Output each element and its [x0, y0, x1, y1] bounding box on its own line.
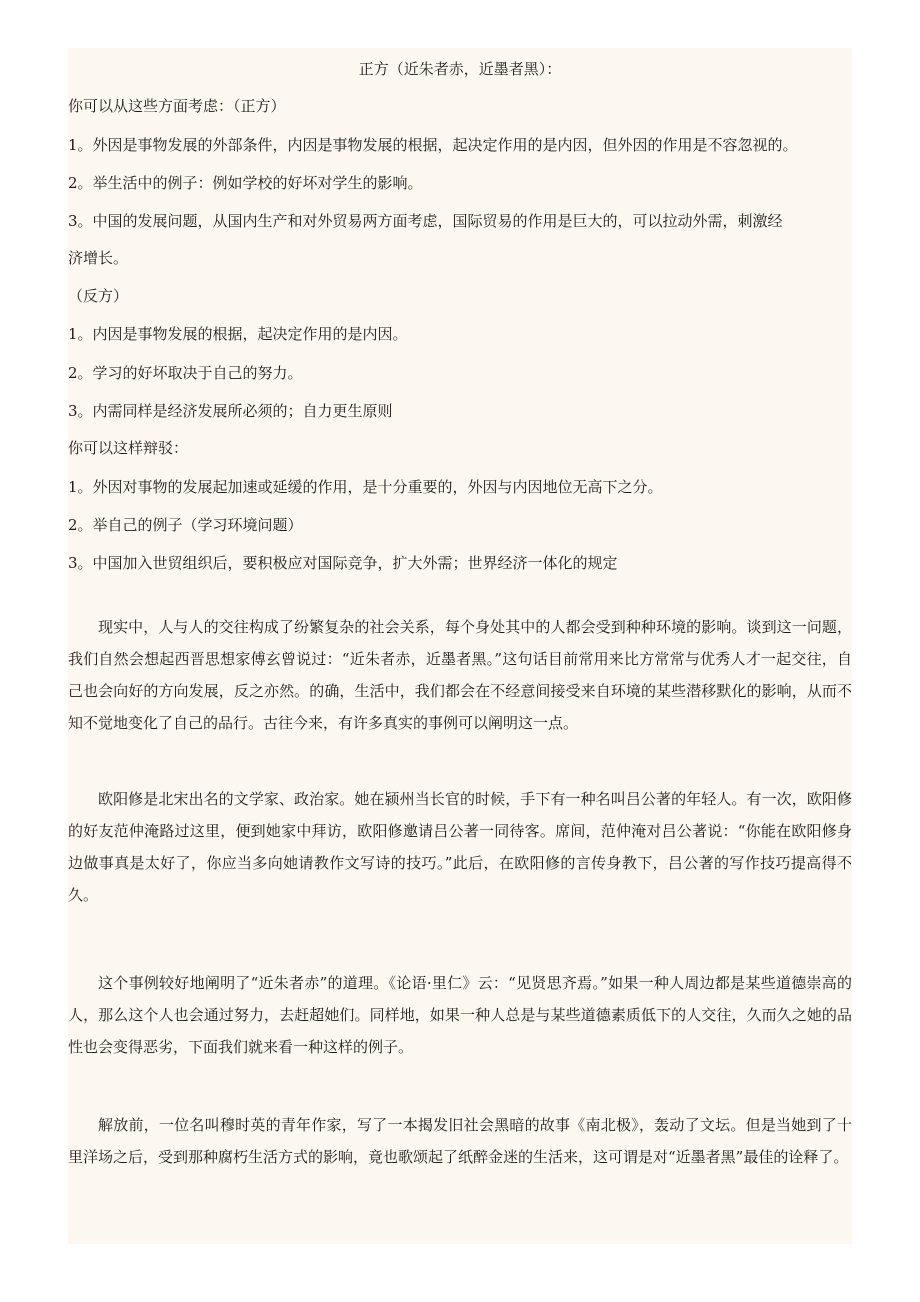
pro-point-3: 3。中国的发展问题，从国内生产和对外贸易两方面考虑，国际贸易的作用是巨大的，可以拉动外需，刺激经 [68, 212, 783, 230]
con-label: （反方） [68, 287, 129, 305]
con-point-1: 1。内因是事物发展的根据，起决定作用的是内因。 [68, 325, 408, 343]
rebut-label: 你可以这样辩驳： [68, 439, 189, 457]
document-title: 正方（近朱者赤，近墨者黑）： [358, 60, 562, 78]
con-point-2: 2。学习的好坏取决于自己的努力。 [68, 364, 303, 382]
essay-paragraph-3: 这个事例较好地阐明了“近朱者赤”的道理。《论语·里仁》云：“见贤思齐焉。”如果一种人周边都是某些道德崇高的人，那么这个人也会通过努力，去赶超她们。同样地，如果一种人总是与某些道德素质低下的人交往，久而久之她的品性也会变得恶劣，下面我们就来看一种这样的例子。 [68, 974, 852, 1056]
intro-pro: 你可以从这些方面考虑：（正方） [68, 97, 286, 115]
document-page [68, 48, 852, 1244]
pro-point-2: 2。举生活中的例子：例如学校的好坏对学生的影响。 [68, 174, 423, 192]
rebut-point-2: 2。举自己的例子（学习环境问题） [68, 516, 303, 534]
essay-paragraph-2: 欧阳修是北宋出名的文学家、政治家。她在颍州当长官的时候，手下有一种名叫吕公著的年轻人。有一次，欧阳修的好友范仲淹路过这里，便到她家中拜访，欧阳修邀请吕公著一同待客。席间，范仲淹对吕公著说：“你能在欧阳修身边做事真是太好了，你应当多向她请教作文写诗的技巧。”此后，在欧阳修的言传身教下，吕公著的写作技巧提高得不久。 [68, 790, 852, 904]
con-point-3: 3。内需同样是经济发展所必须的；自力更生原则 [68, 402, 393, 420]
essay-paragraph-1: 现实中，人与人的交往构成了纷繁复杂的社会关系，每个身处其中的人都会受到种种环境的影响。谈到这一问题，我们自然会想起西晋思想家傅玄曾说过：“近朱者赤，近墨者黑。”这句话目前常用来比方常常与优秀人才一起交往，自己也会向好的方向发展，反之亦然。的确，生活中，我们都会在不经意间接受来自环境的某些潜移默化的影响，从而不知不觉地变化了自己的品行。古往今来，有许多真实的事例可以阐明这一点。 [68, 618, 852, 732]
rebut-point-1: 1。外因对事物的发展起加速或延缓的作用，是十分重要的，外因与内因地位无高下之分。 [68, 478, 663, 496]
essay-paragraph-4: 解放前，一位名叫穆时英的青年作家，写了一本揭发旧社会黑暗的故事《南北极》，轰动了文坛。但是当她到了十里洋场之后，受到那种腐朽生活方式的影响，竟也歌颂起了纸醉金迷的生活来，这可谓是对“近墨者黑”最佳的诠释了。 [68, 1116, 852, 1166]
rebut-point-3: 3。中国加入世贸组织后，要积极应对国际竞争，扩大外需；世界经济一体化的规定 [68, 554, 618, 572]
pro-point-3-cont: 济增长。 [68, 249, 129, 267]
pro-point-1: 1。外因是事物发展的外部条件，内因是事物发展的根据，起决定作用的是内因，但外因的作用是不容忽视的。 [68, 136, 798, 154]
